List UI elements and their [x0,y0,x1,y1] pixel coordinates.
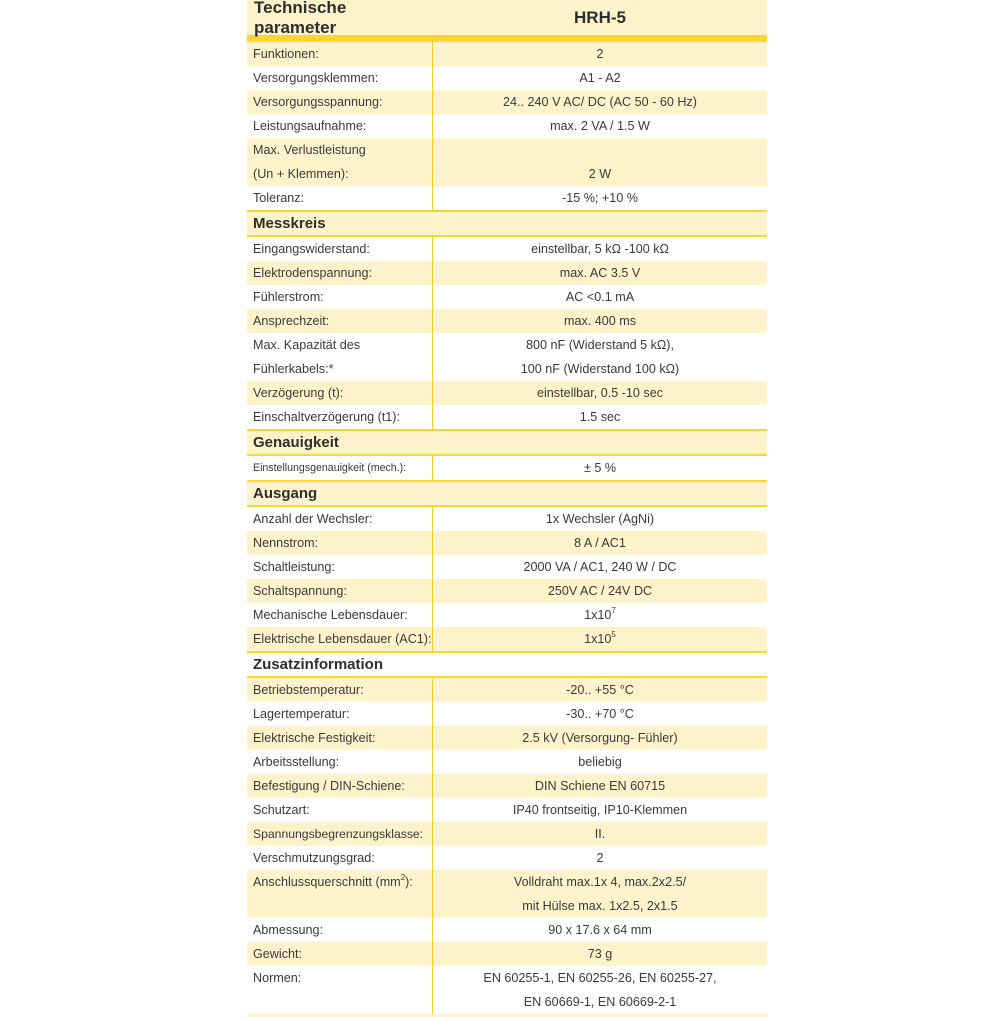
param-value: AC <0.1 mA [565,290,635,304]
table-row [247,90,767,114]
param-value: einstellbar, 5 kΩ -100 kΩ [531,242,669,256]
param-value: ± 5 % [583,461,617,475]
table-row [247,918,767,942]
table-row [247,750,767,774]
param-label: Elektrische Festigkeit: [247,726,433,750]
value-base: 1x10 [584,632,612,646]
param-label [247,333,433,381]
param-label: Versorgungsklemmen: [247,66,433,90]
param-label: Verschmutzungsgrad: [247,846,433,870]
table-row [247,627,767,651]
table-row [247,42,767,66]
table-row [247,603,767,627]
param-label: Nennstrom: [247,531,433,555]
param-label: Arbeitsstellung: [247,750,433,774]
param-value-line: EN 60669-1, EN 60669-2-1 [523,995,677,1009]
param-value: 90 x 17.6 x 64 mm [548,923,652,937]
param-label: Elektrische Lebensdauer (AC1): [247,627,433,651]
table-row [247,942,767,966]
table-row [247,381,767,405]
param-value [433,603,767,627]
section-heading-genauigkeit: Genauigkeit [247,429,767,456]
param-label-line: Max. Verlustleistung [253,143,366,157]
param-value: 2.5 kV (Versorgung- Fühler) [522,731,678,745]
param-value [433,138,767,186]
table-row [247,285,767,309]
table-row [247,405,767,429]
param-label: Versorgungsspannung: [247,90,433,114]
table-title: Technische parameter [254,0,347,37]
table-row [247,555,767,579]
param-value: DIN Schiene EN 60715 [534,779,666,793]
table-row [247,798,767,822]
param-label: Betriebstemperatur: [247,678,433,702]
param-label: Toleranz: [247,186,433,210]
value-exponent: 7 [611,606,616,615]
param-value: IP40 frontseitig, IP10-Klemmen [512,803,688,817]
param-label: Einschaltverzögerung (t1): [247,405,433,429]
section-heading-messkreis: Messkreis [247,210,767,237]
param-label: Befestigung / DIN-Schiene: [247,774,433,798]
param-label [247,138,433,186]
table-row [247,186,767,210]
param-label: Spannungsbegrenzungsklasse: [247,822,433,846]
param-label: Lagertemperatur: [247,702,433,726]
param-value: 73 g [587,947,613,961]
param-value: einstellbar, 0.5 -10 sec [536,386,663,400]
param-label-line: (Un + Klemmen): [253,167,349,181]
section-heading-ausgang: Ausgang [247,480,767,507]
param-value-line: Volldraht max.1x 4, max.2x2.5/ [513,875,687,889]
table-row [247,726,767,750]
table-row [247,678,767,702]
param-value: beliebig [578,755,622,769]
param-label: Schutzart: [247,798,433,822]
section-heading-zusatzinformation: Zusatzinformation [247,651,767,678]
param-value-line: 800 nF (Widerstand 5 kΩ), [525,338,674,352]
label-exponent: 2 [400,873,406,882]
param-label: Elektrodenspannung: [247,261,433,285]
param-value: -30.. +70 °C [566,707,634,721]
param-value: 1x Wechsler (AgNi) [545,512,655,526]
label-base: Anschlussquerschnitt (mm [253,875,401,889]
param-value: 1.5 sec [579,410,621,424]
param-label: Fühlerstrom: [247,285,433,309]
param-value [433,966,767,1014]
param-label: Schaltspannung: [247,579,433,603]
param-label: Gewicht: [247,942,433,966]
table-row [247,333,767,381]
param-label: Ansprechzeit: [247,309,433,333]
table-row [247,261,767,285]
param-value: -20.. +55 °C [566,683,634,697]
param-label-line: Max. Kapazität des [253,338,361,352]
param-label: Anzahl der Wechsler: [247,507,433,531]
product-name: HRH-5 [574,7,626,27]
param-value: 2 [596,47,604,61]
table-row [247,966,767,1014]
param-label: Funktionen: [247,42,433,66]
table-row [247,702,767,726]
table-row [247,507,767,531]
param-label: Leistungsaufnahme: [247,114,433,138]
param-value: II. [594,827,606,841]
param-label: Mechanische Lebensdauer: [247,603,433,627]
param-value-line: mit Hülse max. 1x2.5, 2x1.5 [522,899,678,913]
label-tail: ): [405,875,413,889]
param-value-line: 100 nF (Widerstand 100 kΩ) [520,362,680,376]
table-row [247,774,767,798]
table-row [247,138,767,186]
table-row [247,456,767,480]
table-header [247,0,767,35]
table-row [247,114,767,138]
param-label-line: Normen: [253,971,302,985]
table-row [247,66,767,90]
param-value: 2 [596,851,604,865]
table-row [247,579,767,603]
value-base: 1x10 [584,608,612,622]
param-label: Schaltleistung: [247,555,433,579]
param-value: max. AC 3.5 V [559,266,641,280]
param-value: max. 2 VA / 1.5 W [550,119,650,133]
param-value: max. 400 ms [563,314,637,328]
param-label: Verzögerung (t): [247,381,433,405]
table-row [247,822,767,846]
param-label: Einstellungsgenauigkeit (mech.): [247,456,433,480]
value-exponent: 5 [611,630,616,639]
param-value: A1 - A2 [579,71,621,85]
param-label: Abmessung: [247,918,433,942]
param-value: 2000 VA / AC1, 240 W / DC [523,560,677,574]
table-row [247,309,767,333]
param-value [433,627,767,651]
table-row [247,870,767,918]
param-value: 8 A / AC1 [574,536,626,550]
param-value: 24.. 240 V AC/ DC (AC 50 - 60 Hz) [503,95,697,109]
param-value [433,333,767,381]
table-row [247,846,767,870]
param-value: 250V AC / 24V DC [547,584,653,598]
param-value [433,870,767,918]
param-label: Eingangswiderstand: [247,237,433,261]
param-value-line: 2 W [588,167,612,181]
param-label-line: Fühlerkabels:* [253,362,334,376]
table-row [247,531,767,555]
technical-parameters-table [247,0,767,1017]
param-value-line: EN 60255-1, EN 60255-26, EN 60255-27, [483,971,717,985]
table-row [247,237,767,261]
param-label [247,966,433,1014]
param-value: -15 %; +10 % [562,191,638,205]
param-label [247,870,433,918]
